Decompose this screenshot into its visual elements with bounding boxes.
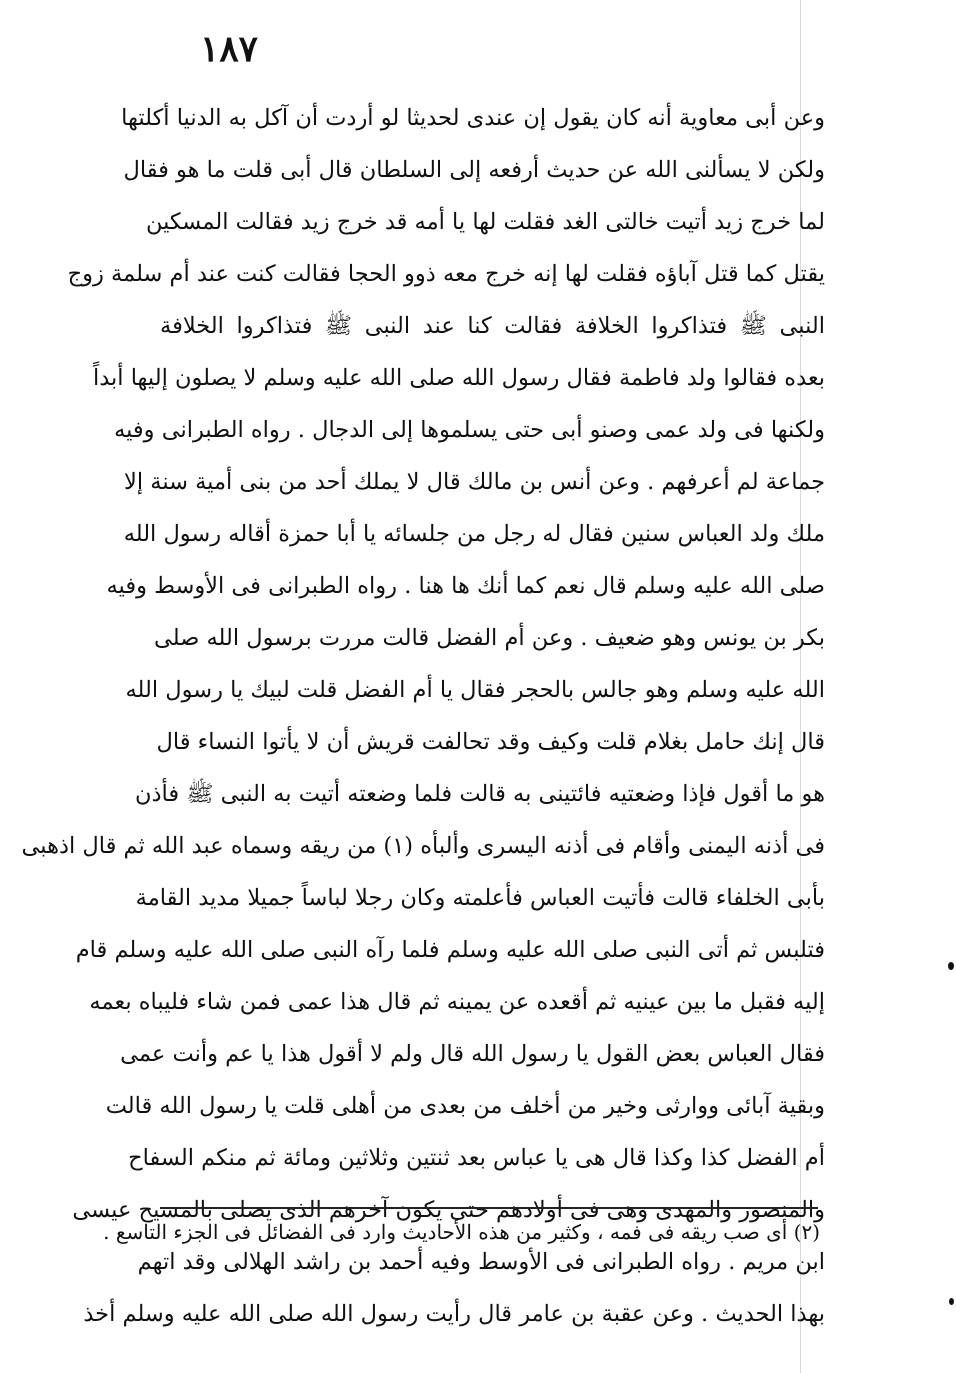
text-line: بكر بن يونس وهو ضعيف . وعن أم الفضل قالت مررت برسول الله صلى <box>154 625 825 651</box>
text-line: ولكنها فى ولد عمى وصنو أبى حتى يسلموها إلى الدجال . رواه الطبرانى وفيه <box>114 417 825 443</box>
text-line: هو ما أقول فإذا وضعتيه فائتينى به قالت فلما وضعته أتيت به النبى ﷺ فأذن <box>135 781 825 807</box>
text-line: فقال العباس بعض القول يا رسول الله قال ولم لا أقول هذا يا عم وأنت عمى <box>120 1041 825 1067</box>
text-line: صلى الله عليه وسلم قال نعم كما أنك ها هنا . رواه الطبرانى فى الأوسط وفيه <box>106 573 825 599</box>
text-line: ملك ولد العباس سنين فقال له رجل من جلسائه يا أبا حمزة أقاله رسول الله <box>123 521 825 547</box>
text-line: قال إنك حامل بغلام قلت وكيف وقد تحالفت قريش أن لا يأتوا النساء قال <box>156 729 825 755</box>
footnote: (٢) أى صب ريقه فى فمه ، وكثير من هذه الأحاديث وارد فى الفضائل فى الجزء التاسع . <box>103 1220 820 1244</box>
text-line: ابن مريم . رواه الطبرانى فى الأوسط وفيه أحمد بن راشد الهلالى وقد اتهم <box>137 1249 825 1275</box>
text-line: يقتل كما قتل آباؤه فقلت لها إنه خرج معه ذوو الحجا فقالت كنت عند أم سلمة زوج <box>67 261 825 287</box>
footnote-divider <box>160 1207 818 1209</box>
text-line: لما خرج زيد أتيت خالتى الغد فقلت لها يا أمه قد خرج زيد فقالت المسكين <box>145 209 825 235</box>
text-line: فى أذنه اليمنى وأقام فى أذنه اليسرى وألبأه (١) من ريقه وسماه عبد الله ثم قال اذهبى <box>21 833 825 859</box>
text-line: إليه فقبل ما بين عينيه ثم أقعده عن يمينه ثم قال هذا عمى فمن شاء فليباه بعمه <box>89 989 825 1015</box>
margin-speck-mark <box>948 962 954 970</box>
text-line: والمنصور والمهدى وهى فى أولادهم حتى يكون آخرهم الذى يصلى بالمسيح عيسى <box>72 1197 825 1223</box>
margin-speck-mark <box>949 1298 954 1305</box>
text-line: فتلبس ثم أتى النبى صلى الله عليه وسلم فلما رآه النبى صلى الله عليه وسلم قام <box>75 937 825 963</box>
text-line: وعن أبى معاوية أنه كان يقول إن عندى لحديثا لو أردت أن آكل به الدنيا أكلتها <box>121 105 825 131</box>
text-line: بعده فقالوا ولد فاطمة فقال رسول الله صلى الله عليه وسلم لا يصلون إليها أبداً <box>92 365 825 391</box>
text-line: ولكن لا يسألنى الله عن حديث أرفعه إلى السلطان قال أبى قلت ما هو فقال <box>123 157 825 183</box>
main-text-block <box>21 92 825 1340</box>
text-line: بهذا الحديث . وعن عقبة بن عامر قال رأيت رسول الله صلى الله عليه وسلم أخذ <box>83 1301 825 1327</box>
page-number: ١٨٧ <box>200 28 259 70</box>
text-line: وبقية آبائى ووارثى وخير من أخلف من بعدى من أهلى قلت يا رسول الله قالت <box>105 1093 825 1119</box>
text-line: النبى ﷺ فتذاكروا الخلافة فقالت كنا عند النبى ﷺ فتذاكروا الخلافة <box>160 313 825 339</box>
text-line: أم الفضل كذا وكذا قال هى يا عباس بعد ثنتين وثلاثين ومائة ثم منكم السفاح <box>128 1145 825 1171</box>
text-line: جماعة لم أعرفهم . وعن أنس بن مالك قال لا يملك أحد من بنى أمية سنة إلا <box>124 469 825 495</box>
text-line: بأبى الخلفاء قالت فأتيت العباس فأعلمته وكان رجلا لباساً جميلا مديد القامة <box>135 885 825 911</box>
text-line: الله عليه وسلم وهو جالس بالحجر فقال يا أم الفضل قلت لبيك يا رسول الله <box>125 677 825 703</box>
